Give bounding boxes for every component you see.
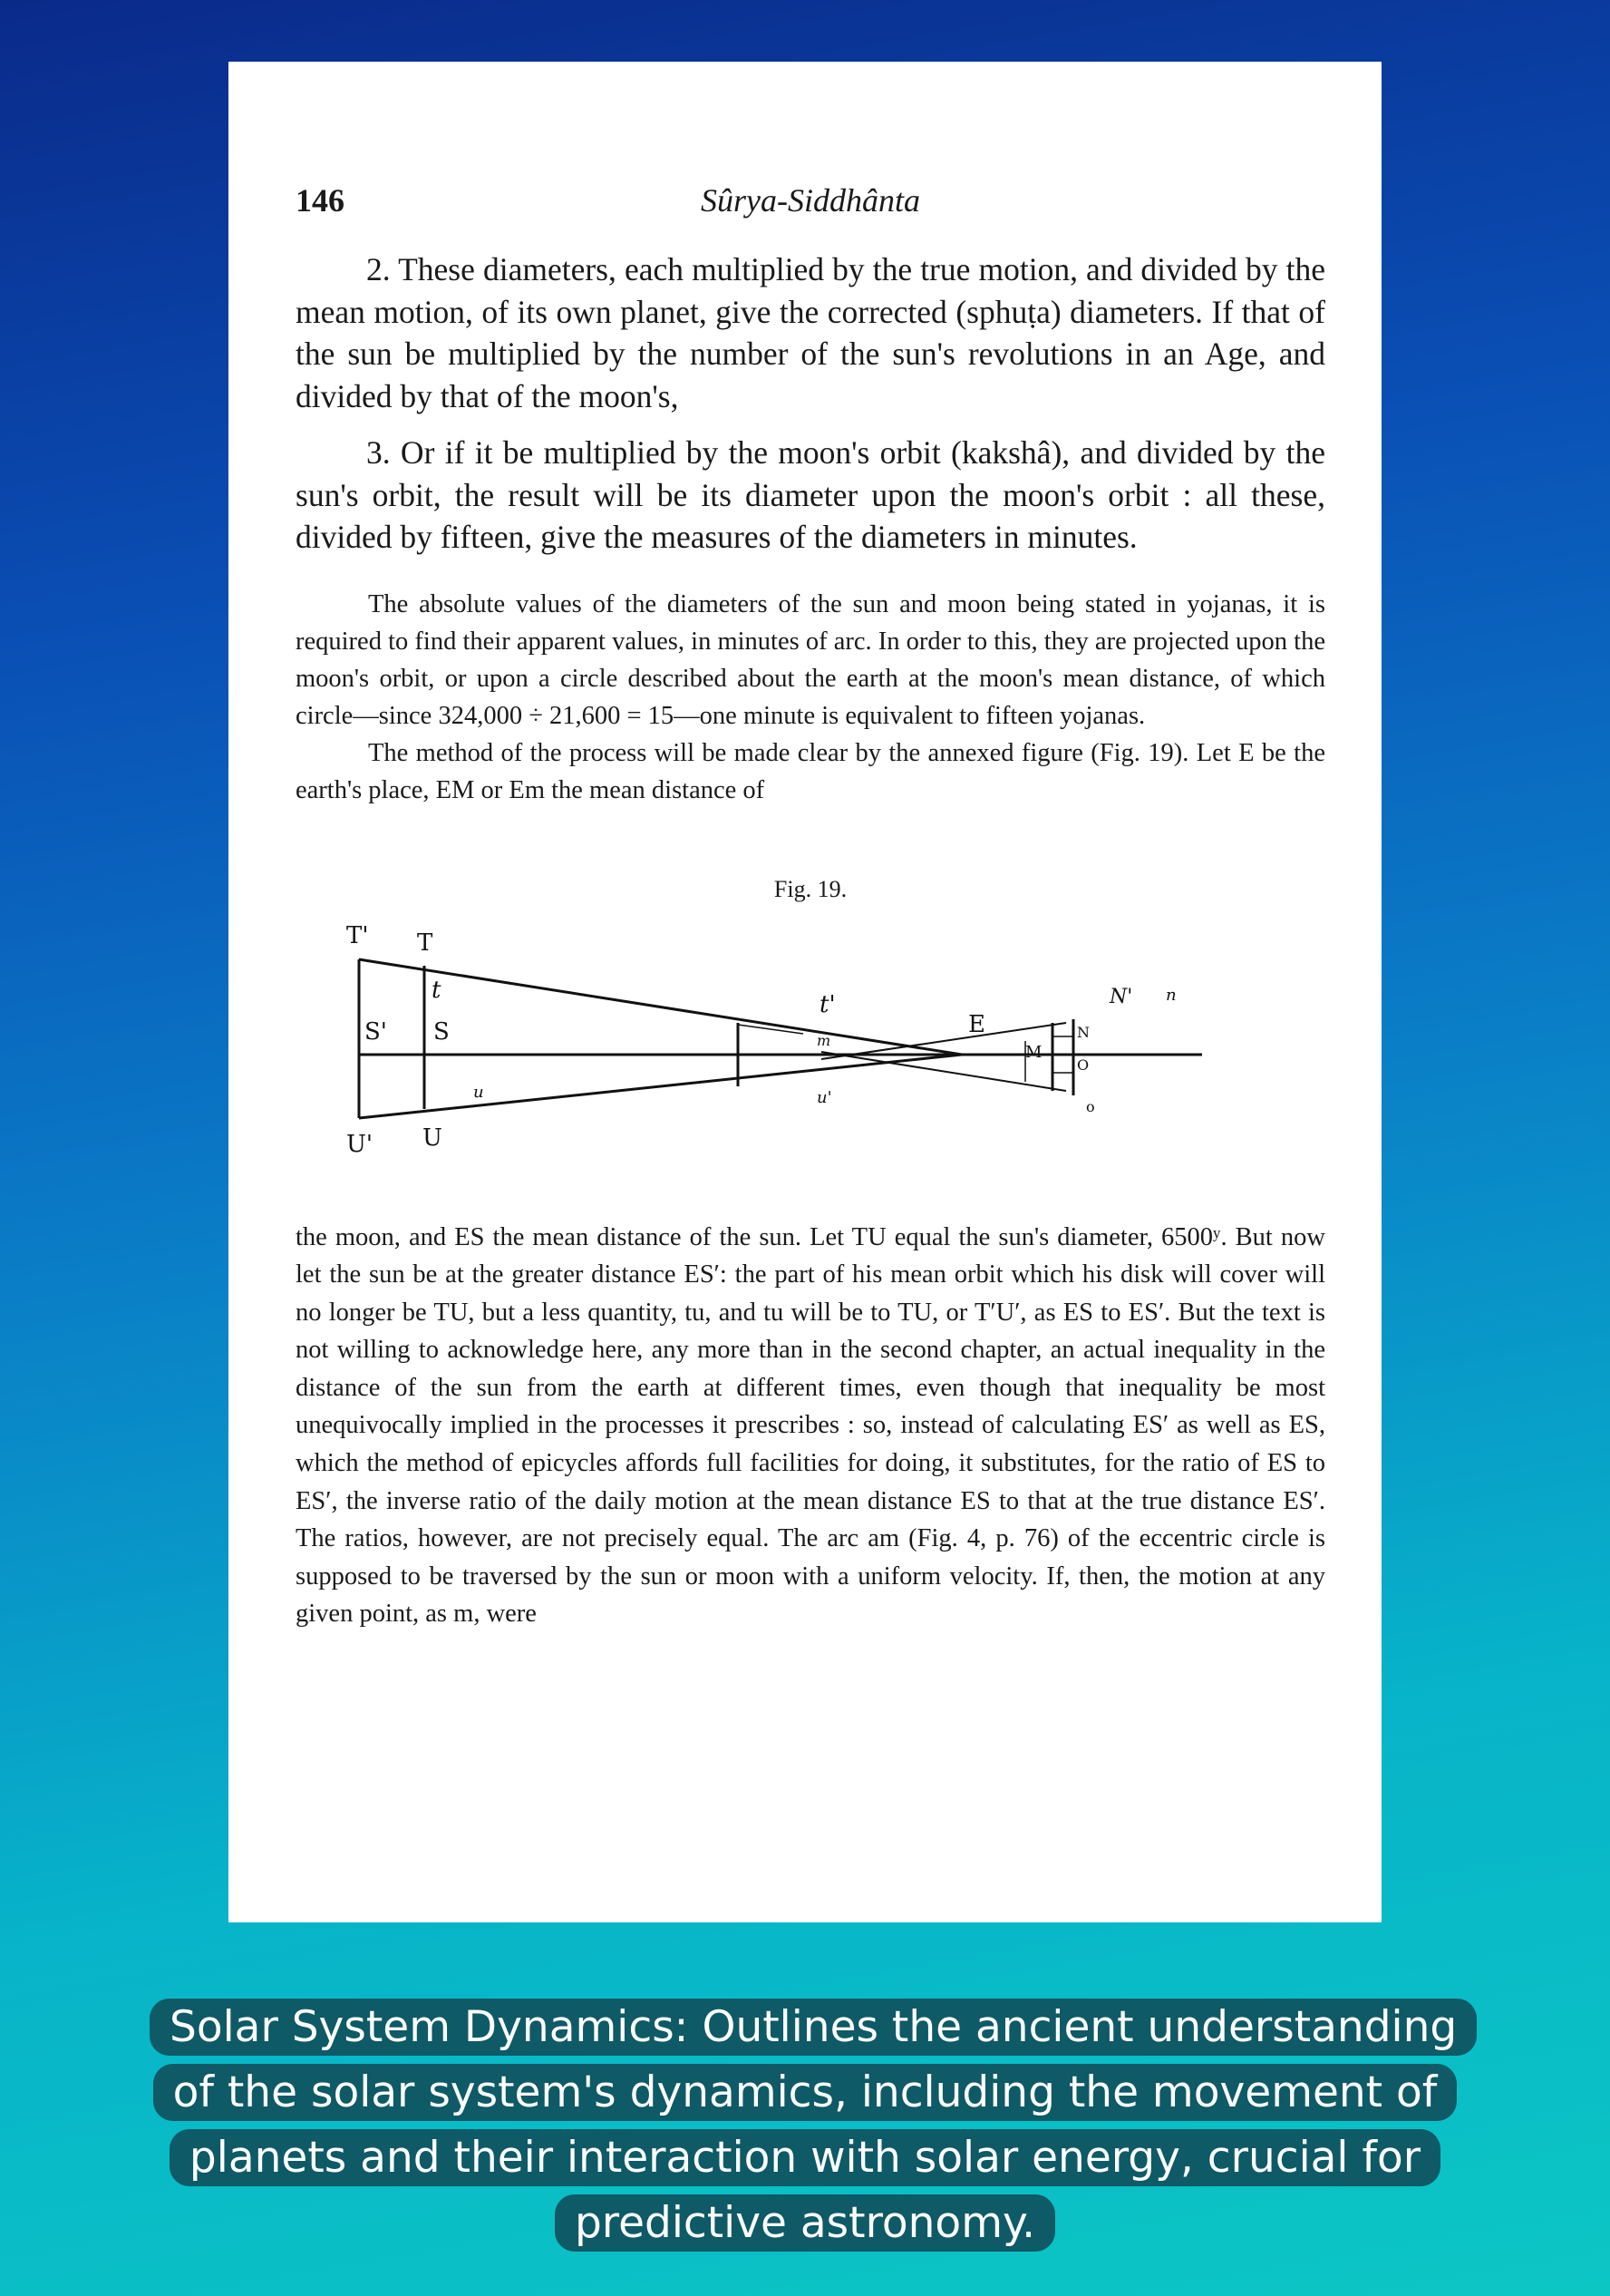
label-e: E (968, 1010, 985, 1038)
figure-caption: Fig. 19. (773, 875, 848, 902)
commentary-continued (296, 1219, 1325, 1634)
verse-2 (296, 248, 1325, 417)
label-u: U (422, 1124, 442, 1152)
label-s: S (433, 1017, 450, 1046)
verse-text: 2. These diameters, each multiplied by the true motion, and divided by the mean motion, of its own planet, give the corrected (sphuṭa) diameters. If that of the sun be multiplied by the number of the sun's revolutions in an Age, and divided by that of the moon's, (296, 251, 1325, 414)
label-n-prime: N' (1110, 985, 1133, 1008)
line-lower-ray (359, 1055, 962, 1118)
running-title: Sûrya-Siddhânta (701, 182, 920, 219)
commentary-paragraph: The absolute values of the diameters of the sun and moon being stated in yojanas, it is required to find their apparent values, in minutes of arc. In order to this, they are projected upon the moon's orbit, or upon a circle described about the earth at the moon's mean distance, of which circle—since 324,000 ÷ 21,600 = 15—one minute is equivalent to fifteen yojanas. (296, 589, 1325, 730)
figure-19 (296, 921, 1177, 1186)
page-number: 146 (296, 182, 344, 219)
page-header (296, 118, 1325, 219)
commentary-paragraph: the moon, and ES the mean distance of the sun. Let TU equal the sun's diameter, 6500ʸ. But now let the sun be at the greater distance ES′: the part of his mean orbit which his disk will cover will no longer be TU, but a less quantity, tu, and tu will be to TU, or T′U′, as ES to ES′. But the text is not willing to acknowledge here, any more than in the second chapter, an actual inequality in the distance of the sun from the earth at different times, even though that inequality be most unequivocally implied in the processes it prescribes : so, instead of calculating ES′ as well as ES, which the method of epicycles affords full facilities for doing, it substitutes, for the ratio of ES to ES′, the inverse ratio of the daily motion at the mean distance ES to that at the true distance ES′. The ratios, however, are not precisely equal. The arc am (Fig. 4, p. 76) of the eccentric circle is supposed to be traversed by the sun or moon with a uniform velocity. If, then, the motion at any given point, as m, were (296, 1222, 1325, 1629)
book-page (228, 62, 1382, 1922)
label-u-small: u (473, 1082, 484, 1102)
verse-text: 3. Or if it be multiplied by the moon's orbit (kakshâ), and divided by the sun's orbit, the result will be its diameter upon the moon's orbit : all these, divided by fifteen, give the measures of the diameters in minutes. (296, 434, 1325, 555)
label-t-small: t (432, 976, 441, 1004)
label-o-small: o (1086, 1097, 1095, 1115)
figure-diagram (296, 921, 1177, 1186)
label-u-prime-small: u' (817, 1087, 832, 1107)
verse-3 (296, 432, 1325, 559)
label-m: M (1025, 1042, 1043, 1062)
label-u-prime: U' (346, 1130, 373, 1158)
label-o: O (1077, 1056, 1090, 1074)
label-t: T (417, 929, 433, 957)
label-n-small: n (1166, 985, 1177, 1005)
label-t-prime: T' (346, 921, 369, 949)
label-s-prime: S' (364, 1017, 387, 1046)
label-m-small: m (817, 1031, 831, 1049)
commentary (296, 586, 1325, 809)
caption-text: Solar System Dynamics: Outlines the ancient understanding of the solar system's dynamics, including the movement of planets and their interaction with solar energy, crucial for predictive astronomy. (150, 1999, 1477, 2252)
caption-overlay (150, 1995, 1460, 2256)
label-n: N (1077, 1023, 1090, 1041)
label-t-prime-small: t' (820, 990, 836, 1018)
commentary-paragraph: The method of the process will be made clear by the annexed figure (Fig. 19). Let E be the earth's place, EM or Em the mean distance of (296, 738, 1325, 804)
